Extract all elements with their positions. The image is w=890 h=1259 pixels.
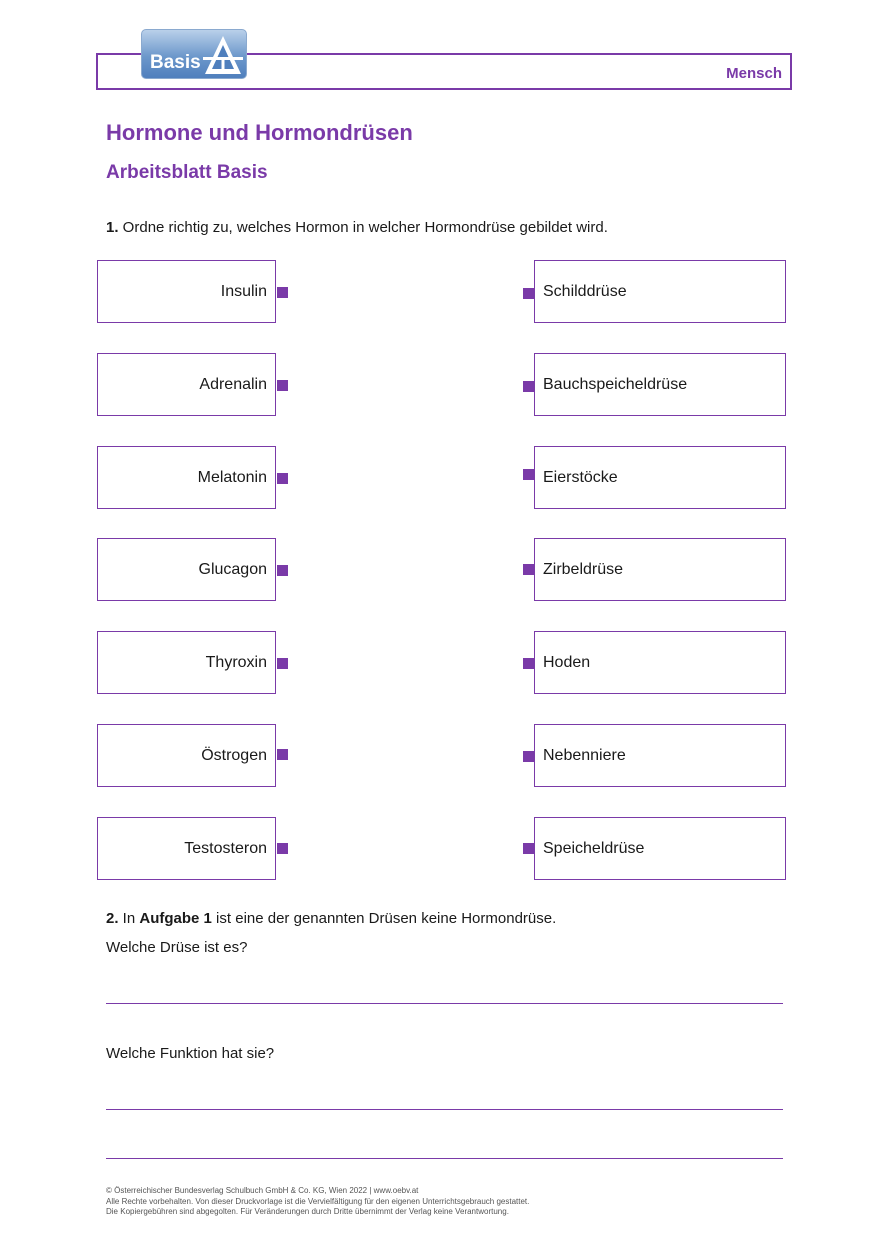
hormone-card[interactable]: Melatonin: [97, 446, 276, 509]
page-subtitle: Arbeitsblatt Basis: [106, 162, 268, 183]
hormone-connector-dot[interactable]: [277, 473, 288, 484]
hormone-card[interactable]: Östrogen: [97, 724, 276, 787]
page-title: Hormone und Hormondrüsen: [106, 120, 413, 145]
gland-card[interactable]: Hoden: [534, 631, 786, 694]
category-label: Mensch: [726, 65, 782, 82]
footer-line: Die Kopiergebühren sind abgegolten. Für Veränderungen durch Dritte übernimmt der Verlag keine Verantwortung.: [106, 1207, 509, 1216]
hormone-connector-dot[interactable]: [277, 380, 288, 391]
hormone-card[interactable]: Adrenalin: [97, 353, 276, 416]
answer-line[interactable]: [106, 1109, 783, 1110]
hormone-connector-dot[interactable]: [277, 287, 288, 298]
hormone-card[interactable]: Testosteron: [97, 817, 276, 880]
basis-logo: [141, 29, 247, 79]
gland-connector-dot[interactable]: [523, 658, 534, 669]
hormone-card[interactable]: Glucagon: [97, 538, 276, 601]
task2-text-after: ist eine der genannten Drüsen keine Hormondrüse.: [211, 910, 557, 927]
gland-connector-dot[interactable]: [523, 564, 534, 575]
task2-instruction: [106, 904, 556, 933]
footer-line: © Österreichischer Bundesverlag Schulbuch GmbH & Co. KG, Wien 2022 | www.oebv.at: [106, 1186, 419, 1195]
hormone-card[interactable]: Thyroxin: [97, 631, 276, 694]
gland-card[interactable]: Nebenniere: [534, 724, 786, 787]
gland-card[interactable]: Bauchspeicheldrüse: [534, 353, 786, 416]
task2-question-function: Welche Funktion hat sie?: [106, 1045, 275, 1062]
task1-text: Ordne richtig zu, welches Hormon in welcher Hormondrüse gebildet wird.: [118, 219, 608, 236]
task2-question-gland: Welche Drüse ist es?: [106, 939, 248, 956]
answer-line[interactable]: [106, 1003, 783, 1004]
task1-number: 1.: [106, 219, 119, 236]
hormone-connector-dot[interactable]: [277, 658, 288, 669]
gland-card[interactable]: Schilddrüse: [534, 260, 786, 323]
task2-number: 2.: [106, 910, 119, 927]
gland-card[interactable]: Zirbeldrüse: [534, 538, 786, 601]
copyright-footer: [106, 1186, 529, 1218]
task2-text-before: In: [118, 910, 140, 927]
hormone-connector-dot[interactable]: [277, 565, 288, 576]
gland-card[interactable]: Speicheldrüse: [534, 817, 786, 880]
hormone-connector-dot[interactable]: [277, 843, 288, 854]
task1-instruction: [106, 213, 608, 242]
gland-connector-dot[interactable]: [523, 843, 534, 854]
gland-connector-dot[interactable]: [523, 469, 534, 480]
footer-line: Alle Rechte vorbehalten. Von dieser Druckvorlage ist die Vervielfältigung für den eigenen Unterrichtsgebrauch gestattet.: [106, 1196, 530, 1206]
hormone-card[interactable]: Insulin: [97, 260, 276, 323]
task2-emphasis: Aufgabe 1: [139, 910, 212, 927]
triangle-icon: [203, 34, 243, 76]
hormone-connector-dot[interactable]: [277, 749, 288, 760]
answer-line[interactable]: [106, 1158, 783, 1159]
gland-connector-dot[interactable]: [523, 751, 534, 762]
gland-connector-dot[interactable]: [523, 288, 534, 299]
gland-connector-dot[interactable]: [523, 381, 534, 392]
logo-text: Basis: [150, 52, 201, 73]
gland-card[interactable]: Eierstöcke: [534, 446, 786, 509]
